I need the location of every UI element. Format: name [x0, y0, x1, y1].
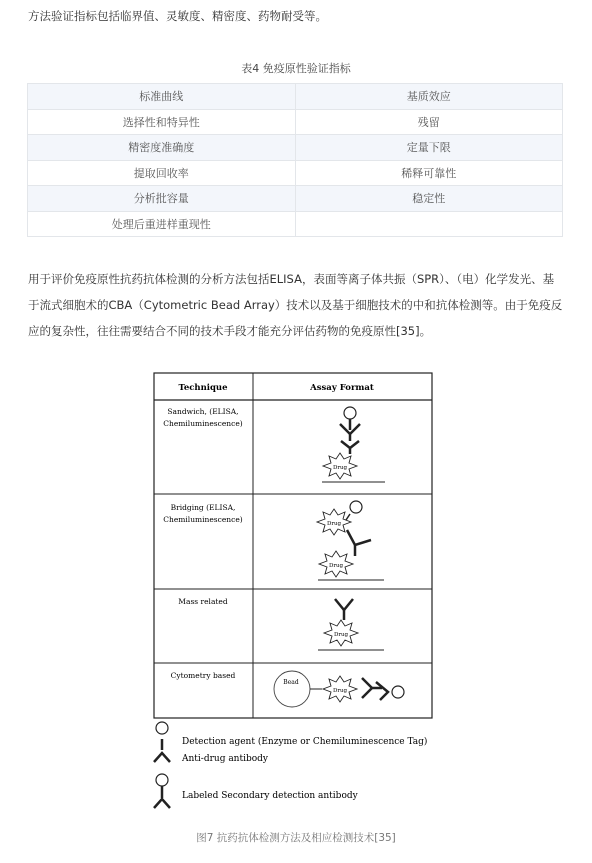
- figure-caption: 图7 抗药抗体检测方法及相应检测技术[35]: [196, 832, 396, 844]
- intro-paragraph: 方法验证指标包括临界值、灵敏度、精密度、药物耐受等。: [28, 9, 327, 23]
- table-row: [28, 84, 563, 110]
- drug-label: Drug: [332, 688, 348, 694]
- technique-sandwich-line1: Sandwich, (ELISA,: [167, 407, 239, 416]
- detection-agent-icon: [344, 407, 356, 419]
- figure-header-assay-format: Assay Format: [310, 383, 374, 393]
- assay-figure: [150, 370, 436, 820]
- table-cell: 定量下限: [295, 135, 563, 161]
- table-cell: 残留: [295, 109, 563, 135]
- anti-drug-antibody-icon: [362, 678, 372, 698]
- table-row: [28, 135, 563, 161]
- table-cell: 分析批容量: [28, 186, 296, 212]
- technique-cytometry: Cytometry based: [170, 671, 236, 680]
- technique-bridging-line1: Bridging (ELISA,: [170, 503, 236, 512]
- drug-label: Drug: [326, 521, 342, 527]
- cytometry-assay-illustration: [274, 671, 404, 707]
- table-cell: 精密度准确度: [28, 135, 296, 161]
- secondary-antibody-icon: [376, 682, 388, 700]
- assay-figure-svg: [150, 370, 436, 820]
- table-row: [28, 160, 563, 186]
- table-title: 表4 免疫原性验证指标: [241, 62, 351, 75]
- table-cell: 稀释可靠性: [295, 160, 563, 186]
- figure-legend: [154, 722, 427, 808]
- validation-metrics-table: [27, 83, 563, 237]
- mass-related-assay-illustration: [318, 599, 384, 650]
- table-cell: 提取回收率: [28, 160, 296, 186]
- figure-header-technique: Technique: [178, 383, 228, 393]
- legend-secondary-antibody: Labeled Secondary detection antibody: [182, 791, 358, 801]
- table-row: [28, 211, 563, 237]
- detection-agent-icon: [350, 501, 362, 513]
- table-cell: [295, 211, 563, 237]
- technique-bridging-line2: Chemiluminescence): [163, 515, 243, 524]
- body-paragraph: 用于评价免疫原性抗药抗体检测的分析方法包括ELISA，表面等离子体共振（SPR）、（电）化学发光、基于流式细胞术的CBA（Cytometric Bead Array）技术以及基于细胞技术的中和抗体检测等。由于免疫反应的复杂性，往往需要结合不同的技术手段才能充分评估药物的免疫原性[35]。: [28, 272, 563, 338]
- drug-label: Drug: [332, 465, 348, 471]
- sandwich-assay-illustration: [322, 407, 385, 482]
- bead-label: Bead: [283, 679, 299, 686]
- drug-label: Drug: [333, 632, 349, 638]
- bridging-assay-illustration: [317, 501, 384, 580]
- detection-agent-icon: [392, 686, 404, 698]
- anti-drug-antibody-icon: [335, 599, 353, 610]
- drug-label: Drug: [328, 563, 344, 569]
- technique-mass-related: Mass related: [178, 597, 228, 606]
- table-cell: 稳定性: [295, 186, 563, 212]
- table-cell: 基质效应: [295, 84, 563, 110]
- anti-drug-antibody-icon: [347, 530, 371, 545]
- anti-drug-antibody-icon: [341, 441, 359, 448]
- table-cell: 选择性和特异性: [28, 109, 296, 135]
- legend-secondary-antibody-icon: [156, 774, 168, 786]
- table-cell: 处理后重进样重现性: [28, 211, 296, 237]
- legend-detection-agent-icon: [156, 722, 168, 734]
- table-row: [28, 109, 563, 135]
- bead-icon: [274, 671, 310, 707]
- legend-anti-drug-antibody: Anti-drug antibody: [182, 754, 268, 764]
- table-cell: 标准曲线: [28, 84, 296, 110]
- legend-detection-agent: Detection agent (Enzyme or Chemiluminescence Tag): [182, 737, 428, 747]
- table-row: [28, 186, 563, 212]
- technique-sandwich-line2: Chemiluminescence): [163, 419, 243, 428]
